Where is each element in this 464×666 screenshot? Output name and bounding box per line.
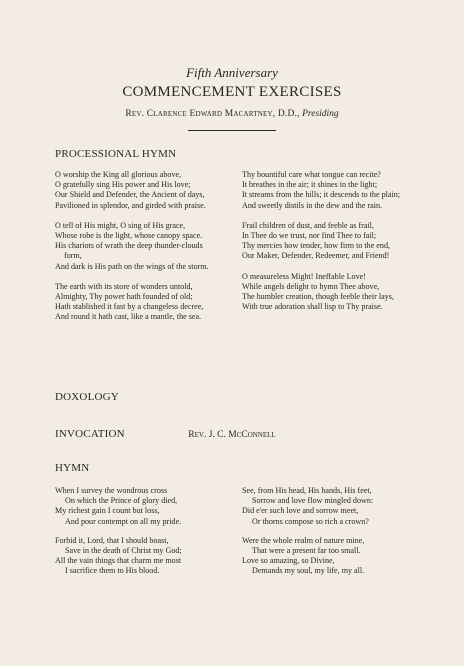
processional-right-column [242,170,407,322]
verse-line: Our Maker, Defender, Redeemer, and Friend! [242,251,390,261]
program-title: COMMENCEMENT EXERCISES [122,84,342,100]
verse-line: The humbler creation, though feeble their lays, [242,292,394,302]
verse-line: Sorrow and love flow mingled down: [252,496,374,506]
verse-line: Were the whole realm of nature mine, [242,535,365,545]
verse [242,272,407,313]
verse-line: When I survey the wondrous cross [55,486,168,495]
header-divider [188,130,276,131]
verse-line: Hath stablished it fast by a changeless decree, [55,302,204,312]
hymn-right-column [242,486,407,586]
verse-line: And dark is His path on the wings of the storm. [55,261,209,271]
verse-line: And sweetly distils in the dew and the rain. [242,200,383,210]
verse [242,536,407,577]
verse-line: His chariots of wrath the deep thunder-clouds form, [55,241,203,261]
presiding-line [0,108,464,121]
verse-line: All the vain things that charm me most [55,556,182,566]
verse-line: Or thorns compose so rich a crown? [252,516,369,526]
verse [55,221,220,272]
anniversary-subtitle: Fifth Anniversary [186,65,278,80]
verse-line: Save in the death of Christ my God; [65,546,182,556]
invocation-officiant [0,430,464,440]
presiding-role: Presiding [302,109,339,119]
verse-line: The earth with its store of wonders untold, [55,281,193,291]
verse-line: O worship the King all glorious above, [55,170,182,179]
verse-line: And round it hath cast, like a mantle, the sea. [55,312,202,322]
verse-line: In Thee do we trust, nor find Thee to fail; [242,231,377,241]
verse [55,486,220,527]
invocation-rev: Rev. J. C. McConnell [188,430,276,440]
verse-line: With true adoration shall lisp to Thy praise. [242,302,383,312]
verse-line: Demands my soul, my life, my all. [252,566,365,576]
verse [242,170,407,211]
presiding-name: Rev. Clarence Edward Macartney, D.D., [125,109,300,119]
verse-line: Did e'er such love and sorrow meet, [242,506,359,516]
verse-line: That were a present far too small. [252,546,361,556]
doxology-heading: DOXOLOGY [55,391,119,403]
verse-line: Pavilioned in splendor, and girded with praise. [55,200,206,210]
verse-line: I sacrifice them to His blood. [65,566,160,576]
verse [242,221,407,262]
verse [242,486,407,527]
verse-line: And pour contempt on all my pride. [65,516,182,526]
verse-line: O measureless Might! Ineffable Love! [242,271,366,281]
verse-line: My richest gain I count but loss, [55,506,160,516]
verse-line: Forbid it, Lord, that I should boast, [55,535,169,545]
verse-line: Thy mercies how tender, how firm to the end, [242,241,391,251]
verse [55,170,220,211]
verse-line: See, from His head, His hands, His feet, [242,486,372,495]
hymn-heading: HYMN [55,462,90,474]
verse-line: Love so amazing, so Divine, [242,556,335,566]
verse-line: Thy bountiful care what tongue can recite? [242,170,381,179]
verse-line: O tell of His might, O sing of His grace, [55,220,186,230]
hymn-left-column [55,486,220,586]
verse-line: While angels delight to hymn Thee above, [242,281,380,291]
verse-line: Frail children of dust, and feeble as frail, [242,220,374,230]
verse-line: It streams from the hills; it descends to the plain; [242,190,401,200]
invocation-heading: INVOCATION [55,428,125,440]
program-header [0,65,464,131]
processional-heading: PROCESSIONAL HYMN [55,148,177,160]
verse-line: Whose robe is the light, whose canopy space. [55,231,203,241]
verse-line: On which the Prince of glory died, [65,496,178,506]
verse-line: It breathes in the air; it shines in the light; [242,180,378,190]
verse [55,536,220,577]
verse [55,282,220,323]
verse-line: Our Shield and Defender, the Ancient of days, [55,190,205,200]
verse-line: Almighty, Thy power hath founded of old; [55,292,193,302]
verse-line: O gratefully sing His power and His love; [55,180,191,190]
processional-left-column [55,170,220,333]
